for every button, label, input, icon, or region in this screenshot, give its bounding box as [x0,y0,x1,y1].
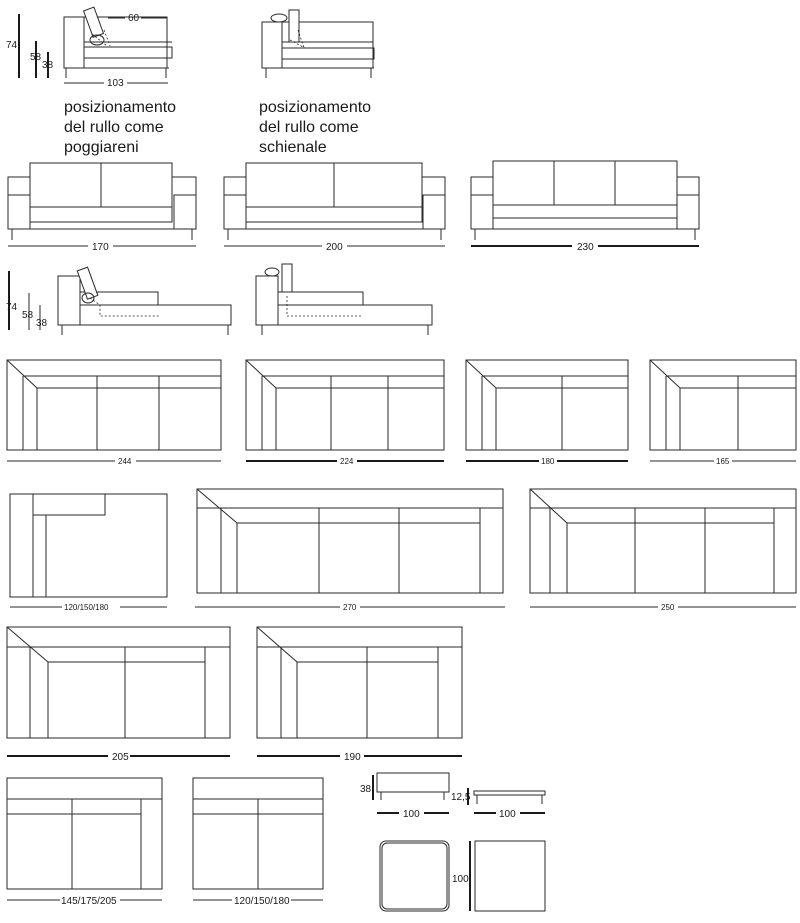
dim-pouf-plan: 100 [452,874,469,885]
caption-backrest-3: schienale [259,139,327,156]
dim-front-200: 200 [326,242,343,253]
dim-height-arm: 58 [30,52,42,63]
caption-backrest-2: del rullo come [259,119,359,136]
dim-plan-120-150-180-b: 120/150/180 [234,896,290,907]
dim-plan-224: 224 [340,457,354,466]
pouf-side [360,773,449,820]
plan-270 [195,489,505,612]
caption-armrest-1: posizionamento [64,99,177,116]
dim-height-seat: 38 [42,60,54,71]
dim-roll-width: 60 [128,13,140,24]
plan-250 [530,489,796,612]
dim-pouf-low-height: 12,5 [451,792,471,803]
plan-224 [246,360,444,466]
plan-165 [650,360,796,466]
caption-backrest-1: posizionamento [259,99,372,116]
dim-depth: 103 [107,78,124,89]
dim-pouf-low-width: 100 [499,809,516,820]
dim-pouf-width: 100 [403,809,420,820]
plan-chaise-120-150-180 [10,494,167,612]
side-view-armrest-roll [6,7,172,89]
side-view-chaise-backrest [256,264,432,335]
dim-plan-250: 250 [661,603,675,612]
dim-chaise-height-arm: 58 [22,310,34,321]
plan-180 [466,360,628,466]
side-view-backrest-roll [262,10,374,78]
pouf-low-side [451,788,545,820]
caption-armrest-3: poggiareni [64,139,139,156]
dim-plan-190: 190 [344,752,361,763]
dim-plan-205: 205 [112,752,129,763]
front-view-200 [224,163,445,253]
plan-205 [7,627,230,763]
dim-pouf-height: 38 [360,784,372,795]
dim-chaise-height-total: 74 [6,302,18,313]
front-view-170 [8,163,196,253]
pouf-plan [380,841,545,911]
dim-plan-145-175-205: 145/175/205 [61,896,117,907]
dim-plan-244: 244 [118,457,132,466]
plan-190 [257,627,462,763]
caption-armrest-2: del rullo come [64,119,164,136]
plan-145-175-205 [7,778,162,907]
plan-120-150-180-b [193,778,323,907]
dim-chaise-height-seat: 38 [36,318,48,329]
dim-plan-chaise: 120/150/180 [64,603,109,612]
dim-plan-270: 270 [343,603,357,612]
dim-plan-165: 165 [716,457,730,466]
dim-front-170: 170 [92,242,109,253]
dim-front-230: 230 [577,242,594,253]
plan-244 [7,360,221,466]
dim-height-total: 74 [6,40,18,51]
front-view-230 [471,161,699,253]
side-view-chaise-armrest [6,267,231,335]
dim-plan-180: 180 [541,457,555,466]
